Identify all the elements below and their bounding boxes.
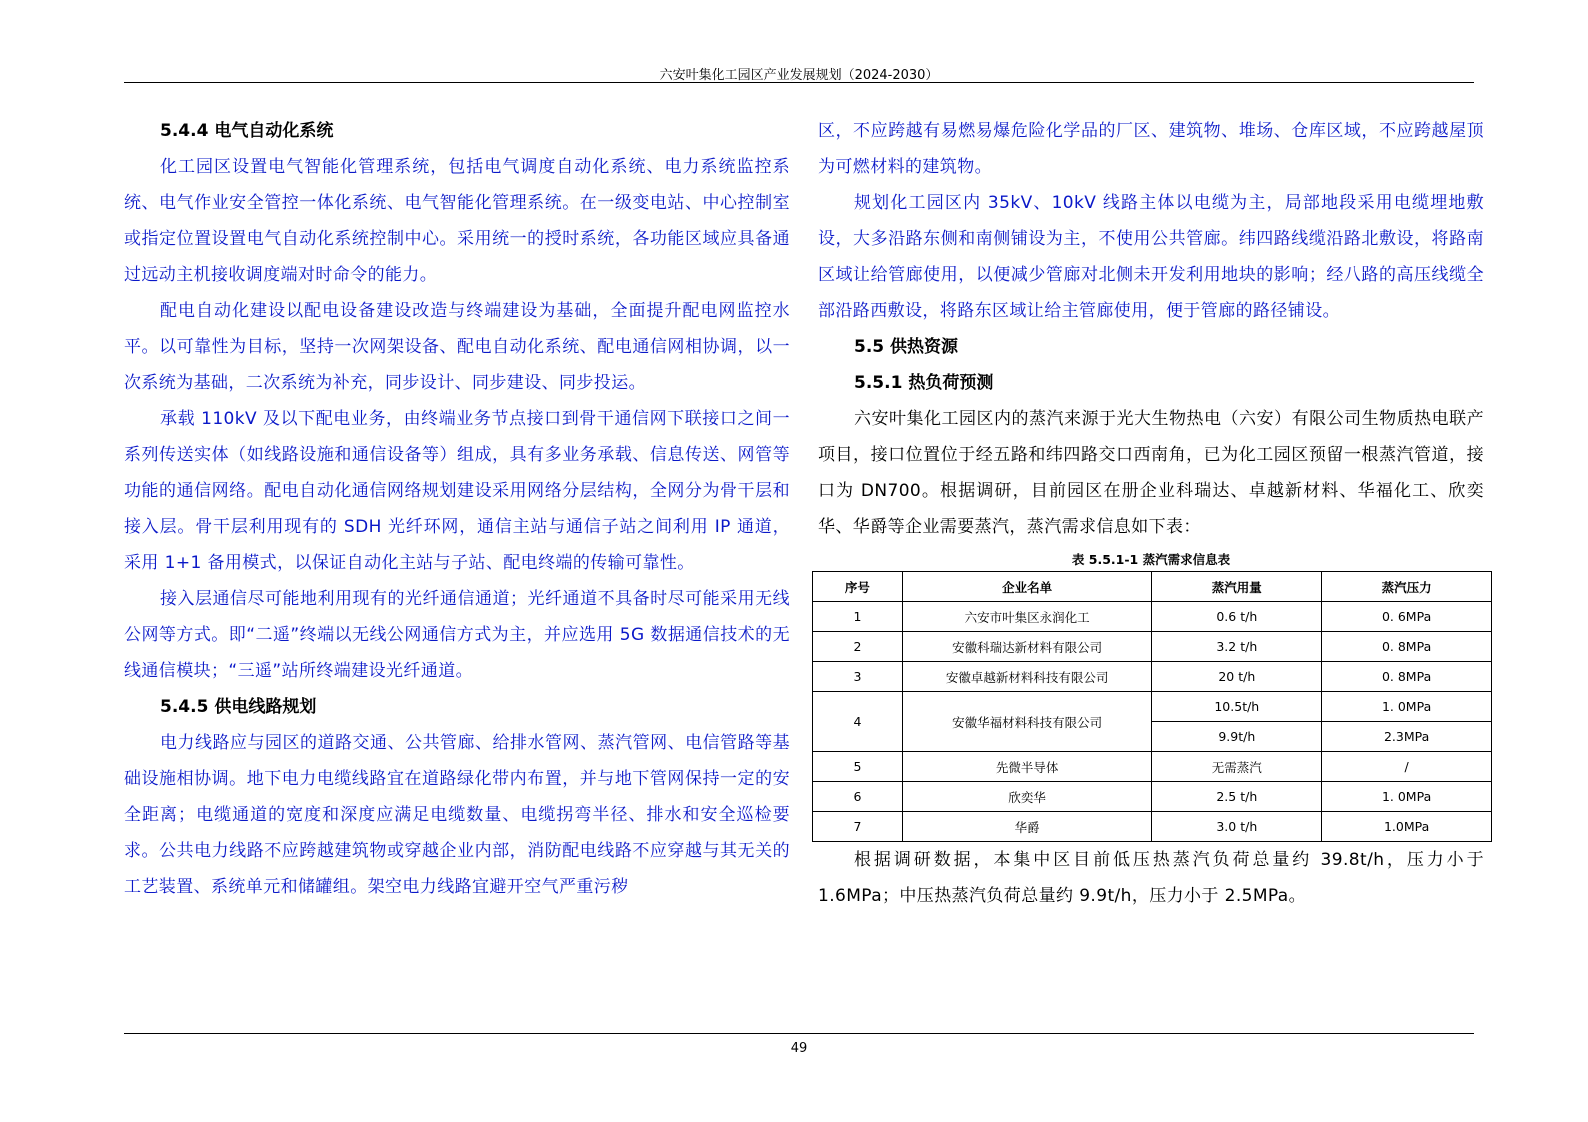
cell-pressure: 2.3MPa — [1322, 722, 1492, 752]
heading-5-5-1: 5.5.1 热负荷预测 — [854, 373, 994, 393]
table-row — [813, 752, 1492, 782]
header-rule — [124, 82, 1474, 83]
cell-no: 5 — [813, 752, 903, 782]
heading-5-5: 5.5 供热资源 — [854, 337, 959, 357]
cell-pressure: 0. 8MPa — [1322, 662, 1492, 692]
cell-pressure: 0. 8MPa — [1322, 632, 1492, 662]
cell-no: 1 — [813, 602, 903, 632]
cell-company: 安徽华福材料科技有限公司 — [902, 692, 1152, 752]
cell-no: 4 — [813, 692, 903, 752]
cell-pressure: 0. 6MPa — [1322, 602, 1492, 632]
cell-usage: 0.6 t/h — [1152, 602, 1322, 632]
cell-usage: 10.5t/h — [1152, 692, 1322, 722]
paragraph-electrical-management: 化工园区设置电气智能化管理系统，包括电气调度自动化系统、电力系统监控系统、电气作业安全管控一体化系统、电气智能化管理系统。在一级变电站、中心控制室或指定位置设置电气自动化系统控制中心。采用统一的授时系统，各功能区域应具备通过远动主机接收调度端对时命令的能力。 — [124, 157, 790, 285]
cell-usage: 无需蒸汽 — [1152, 752, 1322, 782]
page-number: 49 — [790, 1041, 808, 1056]
cell-company: 安徽科瑞达新材料有限公司 — [902, 632, 1152, 662]
cell-pressure: 1. 0MPa — [1322, 692, 1492, 722]
table-row — [813, 602, 1492, 632]
paragraph-continued: 区，不应跨越有易燃易爆危险化学品的厂区、建筑物、堆场、仓库区域，不应跨越屋顶为可燃材料的建筑物。 — [818, 121, 1484, 177]
cell-no: 2 — [813, 632, 903, 662]
cell-no: 7 — [813, 812, 903, 842]
cell-company: 先微半导体 — [902, 752, 1152, 782]
cell-company: 华爵 — [902, 812, 1152, 842]
cell-company: 安徽卓越新材料科技有限公司 — [902, 662, 1152, 692]
cell-usage: 3.0 t/h — [1152, 812, 1322, 842]
table-row — [813, 692, 1492, 722]
paragraph-cable-layout: 规划化工园区内 35kV、10kV 线路主体以电缆为主，局部地段采用电缆埋地敷设，大多沿路东侧和南侧铺设为主，不使用公共管廊。纬四路线缆沿路北敷设，将路南区域让给管廊使用，以便减少管廊对北侧未开发利用地块的影响；经八路的高压线缆全部沿路西敷设，将路东区域让给主管廊使用，便于管廊的路径铺设。 — [818, 193, 1484, 321]
cell-usage: 9.9t/h — [1152, 722, 1322, 752]
table-header-row — [813, 572, 1492, 602]
table-caption: 表 5.5.1-1 蒸汽需求信息表 — [1071, 552, 1231, 567]
cell-pressure: 1.0MPa — [1322, 812, 1492, 842]
table-row — [813, 662, 1492, 692]
paragraph-load-summary: 根据调研数据，本集中区目前低压热蒸汽负荷总量约 39.8t/h，压力小于1.6MPa；中压热蒸汽负荷总量约 9.9t/h，压力小于 2.5MPa。 — [818, 850, 1484, 906]
heading-5-4-5: 5.4.5 供电线路规划 — [160, 697, 317, 717]
heading-5-4-4: 5.4.4 电气自动化系统 — [160, 121, 334, 141]
cell-no: 6 — [813, 782, 903, 812]
cell-company: 六安市叶集区永润化工 — [902, 602, 1152, 632]
paragraph-communication-network: 承载 110kV 及以下配电业务，由终端业务节点接口到骨干通信网下联接口之间一系列传送实体（如线路设施和通信设备等）组成，具有多业务承载、信息传送、网管等功能的通信网络。配电自动化通信网络规划建设采用网络分层结构，全网分为骨干层和接入层。骨干层利用现有的 SDH 光纤环网，通信主站与通信子站之间利用 IP 通道，采用 1+1 备用模式，以保证自动化主站与子站、配电终端的传输可靠性。 — [124, 409, 790, 573]
cell-usage: 3.2 t/h — [1152, 632, 1322, 662]
cell-pressure: 1. 0MPa — [1322, 782, 1492, 812]
cell-usage: 20 t/h — [1152, 662, 1322, 692]
running-header: 六安叶集化工园区产业发展规划（2024-2030） — [659, 68, 939, 83]
table-row — [813, 782, 1492, 812]
cell-no: 3 — [813, 662, 903, 692]
cell-usage: 2.5 t/h — [1152, 782, 1322, 812]
left-column — [124, 113, 790, 905]
paragraph-power-line-planning: 电力线路应与园区的道路交通、公共管廊、给排水管网、蒸汽管网、电信管路等基础设施相协调。地下电力电缆线路宜在道路绿化带内布置，并与地下管网保持一定的安全距离；电缆通道的宽度和深度应满足电缆数量、电缆拐弯半径、排水和安全巡检要求。公共电力线路不应跨越建筑物或穿越企业内部，消防配电线路不应穿越与其无关的工艺装置、系统单元和储罐组。架空电力线路宜避开空气严重污秽 — [124, 733, 790, 897]
header-company: 企业名单 — [902, 572, 1152, 602]
header-usage: 蒸汽用量 — [1152, 572, 1322, 602]
table-row — [813, 632, 1492, 662]
paragraph-access-layer: 接入层通信尽可能地利用现有的光纤通信通道；光纤通道不具备时尽可能采用无线公网等方式。即“二遥”终端以无线公网通信方式为主，并应选用 5G 数据通信技术的无线通信模块；“三遥”站所终端建设光纤通道。 — [124, 589, 790, 681]
paragraph-distribution-automation: 配电自动化建设以配电设备建设改造与终端建设为基础，全面提升配电网监控水平。以可靠性为目标，坚持一次网架设备、配电自动化系统、配电通信网相协调，以一次系统为基础，二次系统为补充，同步设计、同步建设、同步投运。 — [124, 301, 790, 393]
right-column — [818, 113, 1484, 914]
cell-company: 欣奕华 — [902, 782, 1152, 812]
table-row — [813, 812, 1492, 842]
header-pressure: 蒸汽压力 — [1322, 572, 1492, 602]
header-no: 序号 — [813, 572, 903, 602]
footer-rule — [124, 1033, 1474, 1034]
cell-pressure: / — [1322, 752, 1492, 782]
steam-demand-table — [812, 571, 1492, 842]
paragraph-steam-source: 六安叶集化工园区内的蒸汽来源于光大生物热电（六安）有限公司生物质热电联产项目，接口位置位于经五路和纬四路交口西南角，已为化工园区预留一根蒸汽管道，接口为 DN700。根据调研，目前园区在册企业科瑞达、卓越新材料、华福化工、欣奕华、华爵等企业需要蒸汽，蒸汽需求信息如下表： — [818, 409, 1484, 537]
